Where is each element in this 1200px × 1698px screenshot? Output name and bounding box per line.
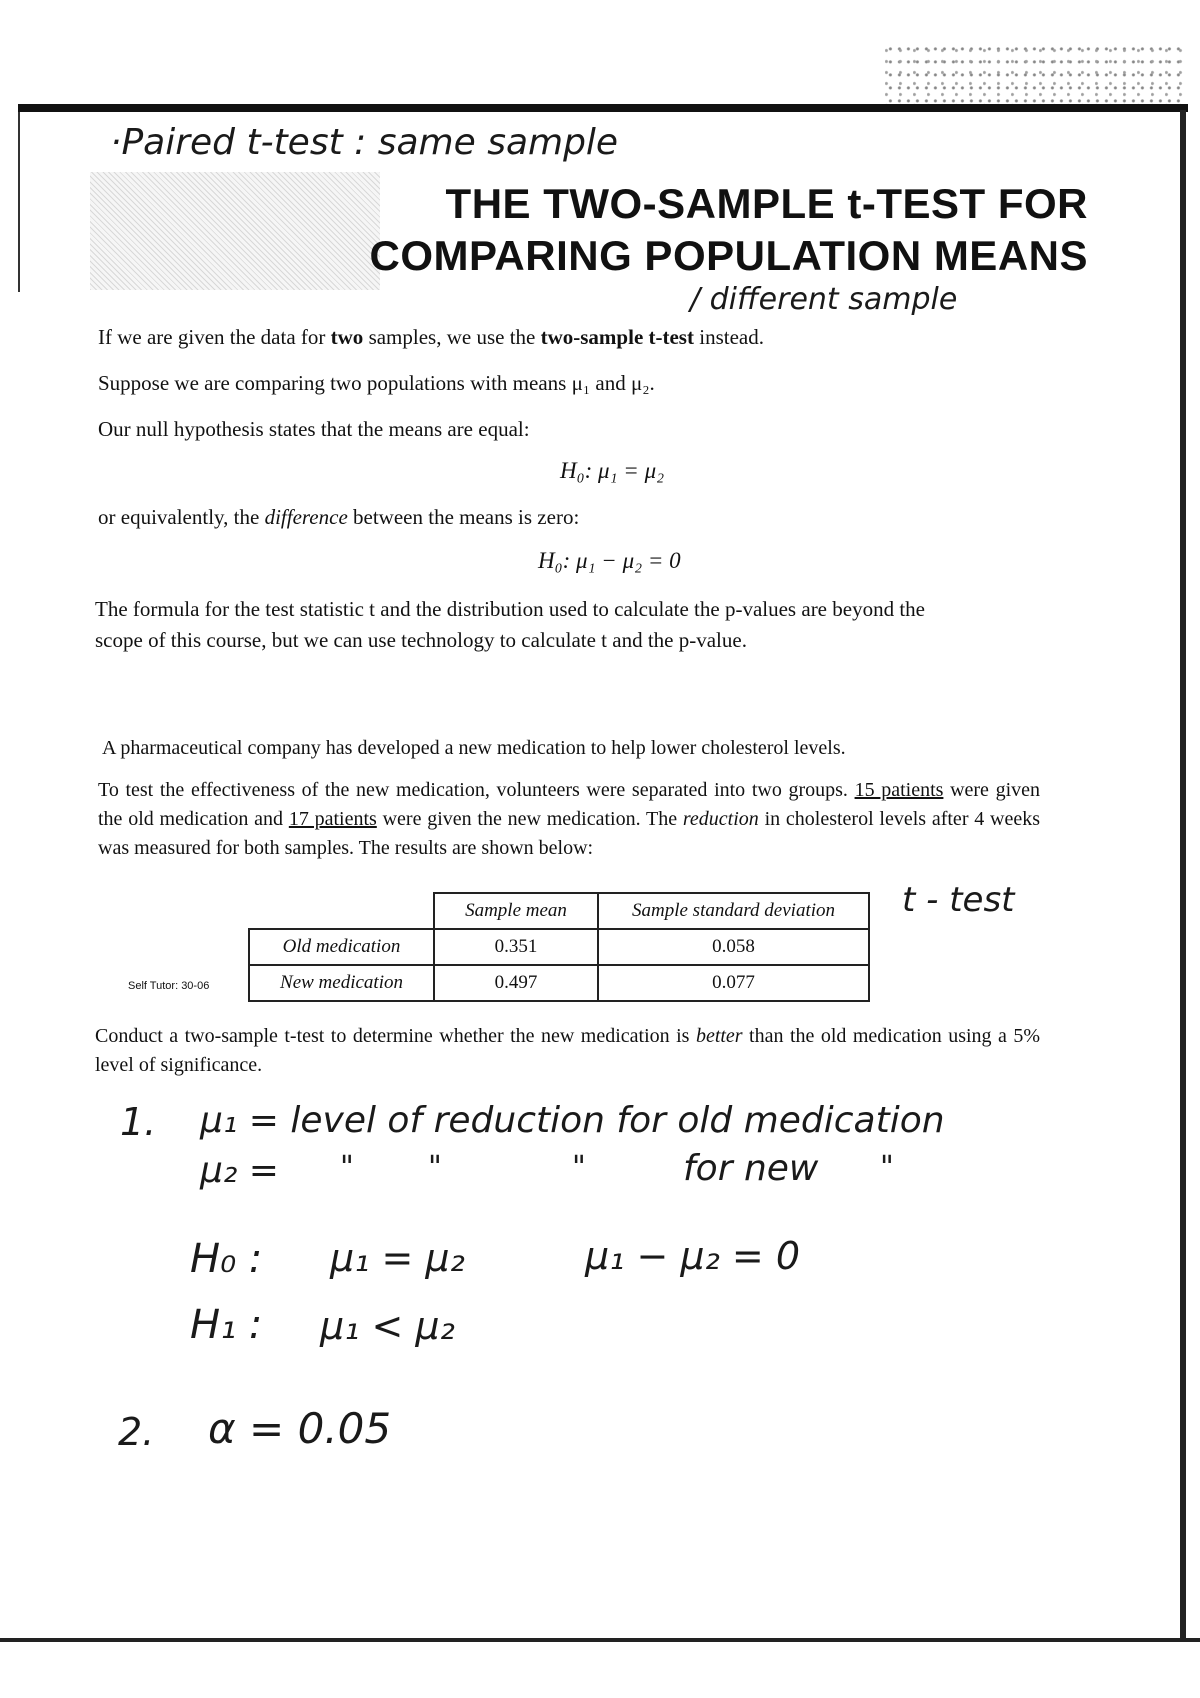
problem-p3-c: than the old medication using a 5% level of significance. xyxy=(95,1025,1040,1076)
ditto-mark-3: " xyxy=(572,1150,586,1185)
intro-paragraph-1 xyxy=(98,322,978,353)
cell-mean-old: 0.351 xyxy=(434,929,598,965)
page-title-line1: THE TWO-SAMPLE t-TEST FOR xyxy=(445,180,1088,227)
intro-p4-a: or equivalently, the xyxy=(98,505,265,529)
for-new-note: for new xyxy=(683,1148,819,1189)
row-label-old: Old medication xyxy=(282,936,401,957)
page-frame-left xyxy=(18,112,20,292)
table-header-mean xyxy=(434,893,598,929)
table-header-row xyxy=(249,893,869,929)
cell-sd-new: 0.077 xyxy=(598,965,869,1001)
problem-paragraph-2 xyxy=(98,776,1040,863)
problem-p2-g: in cholesterol levels after 4 weeks was measured for both samples. The results are shown below: xyxy=(98,808,1040,859)
table-row xyxy=(249,965,869,1001)
ditto-mark-1: " xyxy=(340,1150,354,1185)
header-sd-label: Sample standard deviation xyxy=(632,900,835,921)
table-row xyxy=(249,929,869,965)
intro-p1-d: two-sample t-test xyxy=(540,325,694,349)
page-title-line2: COMPARING POPULATION MEANS xyxy=(369,232,1088,279)
results-table xyxy=(248,892,870,1002)
null-hypothesis-equation-1: H₀: μ₁ = μ₂ xyxy=(560,458,665,483)
row-label-new: New medication xyxy=(280,972,403,993)
problem-p2-c: were given the old medication and xyxy=(98,779,1040,830)
different-sample-note: / different sample xyxy=(690,282,958,317)
mu2-definition: μ₂ = xyxy=(200,1150,279,1191)
h0-label: H₀ : xyxy=(190,1236,263,1282)
self-tutor-label: Self Tutor: 30-06 xyxy=(128,980,210,992)
intro-p4-b: difference xyxy=(264,505,348,529)
problem-p2-a: To test the effectiveness of the new medication, volunteers were separated into two groups. xyxy=(98,779,855,801)
h1-equation: μ₁ < μ₂ xyxy=(320,1304,455,1348)
intro-p1-b: two xyxy=(330,325,364,349)
intro-p1-e: instead. xyxy=(693,325,764,349)
page-frame-right xyxy=(1180,110,1186,1640)
problem-paragraph-3 xyxy=(95,1022,1040,1080)
problem-p3-a: Conduct a two-sample t-test to determine whether the new medication is xyxy=(95,1025,696,1047)
page-frame-bottom xyxy=(0,1638,1200,1642)
cell-mean-new: 0.497 xyxy=(434,965,598,1001)
header-hatch-pattern xyxy=(90,172,380,290)
page-frame-top xyxy=(18,104,1188,112)
problem-p2-e: were given the new medication. The xyxy=(376,808,683,830)
step-1-number: 1. xyxy=(120,1100,157,1144)
row-label xyxy=(249,929,434,965)
row-label xyxy=(249,965,434,1001)
scan-noise xyxy=(885,45,1185,105)
t-test-note: t - test xyxy=(902,880,1015,920)
h0-equation-alt: μ₁ − μ₂ = 0 xyxy=(585,1234,800,1278)
ditto-mark-4: " xyxy=(880,1150,894,1185)
problem-p2-17-patients: 17 patients xyxy=(288,808,377,830)
intro-paragraph-5: The formula for the test statistic t and the distribution used to calculate the p-values are beyond the scope of this course, but we can use technology to calculate t and the p-value. xyxy=(95,597,925,652)
alpha-value: α = 0.05 xyxy=(208,1404,392,1453)
intro-paragraph-4 xyxy=(98,502,579,533)
table-corner xyxy=(249,893,434,929)
step-2-number: 2. xyxy=(118,1410,155,1454)
intro-paragraph-3: Our null hypothesis states that the means are equal: xyxy=(98,417,530,441)
paired-note: ·Paired t-test : same sample xyxy=(110,122,619,163)
null-hypothesis-equation-2: H₀: μ₁ − μ₂ = 0 xyxy=(538,548,681,573)
intro-p4-c: between the means is zero: xyxy=(347,505,580,529)
table-header-sd xyxy=(598,893,869,929)
problem-p3-better: better xyxy=(695,1025,743,1047)
problem-paragraph-1: A pharmaceutical company has developed a new medication to help lower cholesterol levels. xyxy=(102,737,846,759)
mu1-definition: μ₁ = level of reduction for old medication xyxy=(200,1100,945,1141)
ditto-mark-2: " xyxy=(428,1150,442,1185)
h0-equation: μ₁ = μ₂ xyxy=(330,1236,465,1280)
intro-paragraph-2: Suppose we are comparing two populations with means μ₁ and μ₂. xyxy=(98,371,655,395)
intro-p1-c: samples, we use the xyxy=(363,325,541,349)
intro-p1-a: If we are given the data for xyxy=(98,325,331,349)
problem-p2-15-patients: 15 patients xyxy=(854,779,944,801)
h1-label: H₁ : xyxy=(190,1302,263,1348)
problem-p2-reduction: reduction xyxy=(682,808,759,830)
cell-sd-old: 0.058 xyxy=(598,929,869,965)
header-mean-label: Sample mean xyxy=(465,900,567,921)
